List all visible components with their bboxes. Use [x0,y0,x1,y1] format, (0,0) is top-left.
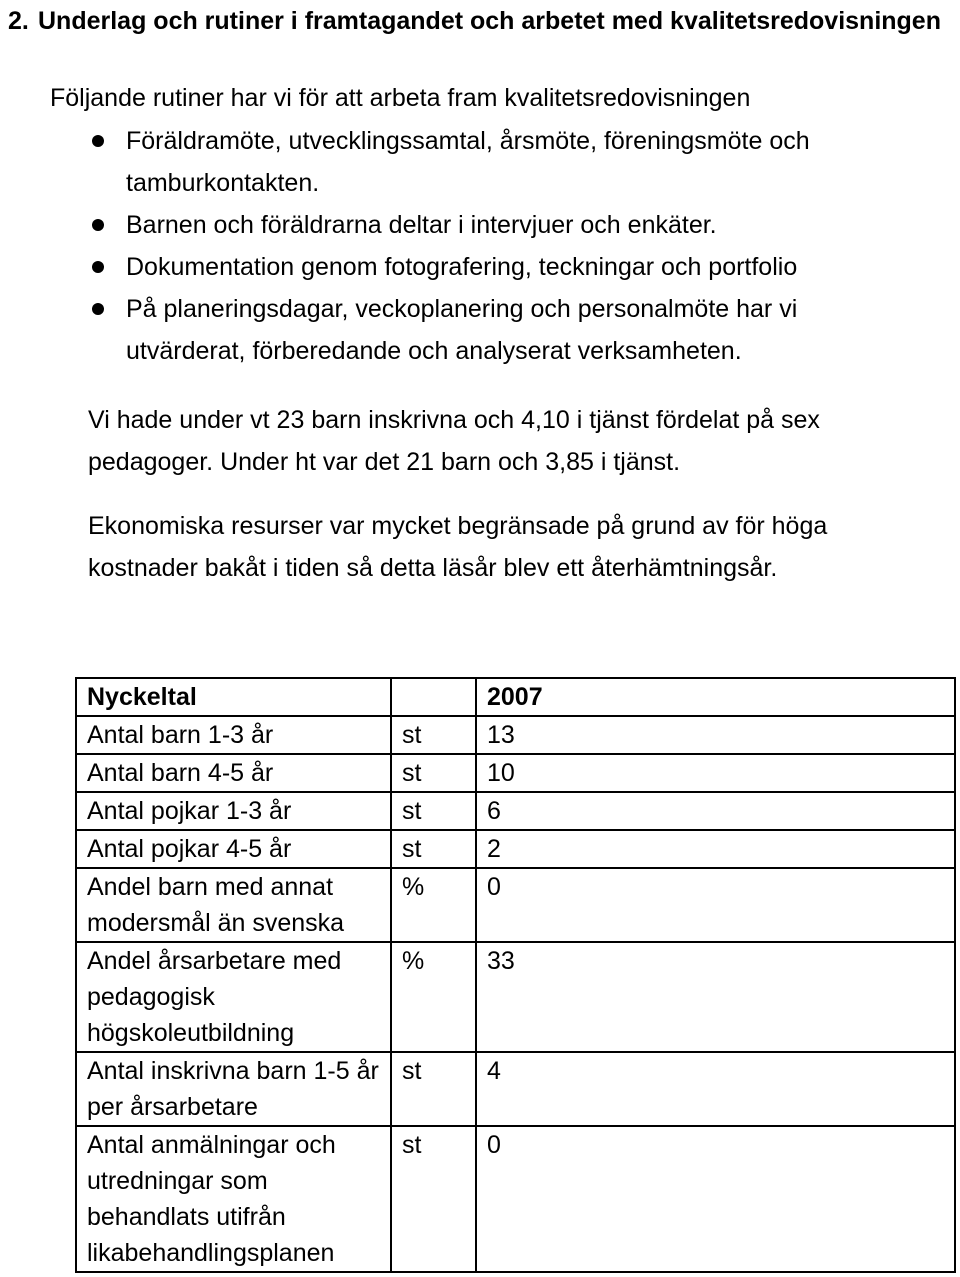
row-unit-cell: % [391,942,476,1052]
row-unit-cell: st [391,830,476,868]
row-value-cell: 4 [476,1052,955,1126]
table-row [76,830,955,868]
row-unit-cell: st [391,1126,476,1272]
row-label-cell: Antal pojkar 1-3 år [76,792,391,830]
row-label-cell: Andel årsarbetare med pedagogisk högskoleutbildning [76,942,391,1052]
intro-text: Följande rutiner har vi för att arbeta fram kvalitetsredovisningen [50,84,751,112]
row-label-cell: Andel barn med annat modersmål än svenska [76,868,391,942]
table-row [76,792,955,830]
header-label-cell: Nyckeltal [76,678,391,716]
bullet-icon [92,135,104,147]
bullet-icon [92,219,104,231]
table-row [76,716,955,754]
header-unit-cell [391,678,476,716]
list-item [88,288,888,372]
row-unit-cell: % [391,868,476,942]
table-row [76,1052,955,1126]
list-item [88,120,888,204]
key-figures-table [75,677,956,1273]
row-value-cell: 10 [476,754,955,792]
row-label-cell: Antal pojkar 4-5 år [76,830,391,868]
row-label-cell: Antal anmälningar och utredningar som behandlats utifrån likabehandlingsplanen [76,1126,391,1272]
row-unit-cell: st [391,716,476,754]
routine-list [88,120,888,372]
row-value-cell: 0 [476,868,955,942]
list-item [88,204,888,246]
list-item-text: Dokumentation genom fotografering, teckningar och portfolio [126,253,798,281]
row-value-cell: 0 [476,1126,955,1272]
row-unit-cell: st [391,792,476,830]
table-row [76,942,955,1052]
header-year-cell: 2007 [476,678,955,716]
bullet-icon [92,261,104,273]
staffing-paragraph: Vi hade under vt 23 barn inskrivna och 4,10 i tjänst fördelat på sex pedagoger. Under ht var det 21 barn och 3,85 i tjänst. [88,406,820,476]
row-label-cell: Antal inskrivna barn 1-5 år per årsarbetare [76,1052,391,1126]
row-value-cell: 33 [476,942,955,1052]
economy-paragraph: Ekonomiska resurser var mycket begränsade på grund av för höga kostnader bakåt i tiden så detta läsår blev ett återhämtningsår. [88,512,828,582]
row-value-cell: 6 [476,792,955,830]
section-heading [8,0,948,42]
list-item-text: Föräldramöte, utvecklingssamtal, årsmöte, föreningsmöte och tamburkontakten. [126,127,810,197]
table-row [76,754,955,792]
row-value-cell: 13 [476,716,955,754]
list-item [88,246,888,288]
list-item-text: Barnen och föräldrarna deltar i intervjuer och enkäter. [126,211,717,239]
table-row [76,868,955,942]
row-value-cell: 2 [476,830,955,868]
section-number: 2. [8,7,29,35]
row-label-cell: Antal barn 4-5 år [76,754,391,792]
list-item-text: På planeringsdagar, veckoplanering och personalmöte har vi utvärderat, förberedande och analyserat verksamheten. [126,295,798,365]
table-row [76,1126,955,1272]
row-unit-cell: st [391,1052,476,1126]
table-header-row [76,678,955,716]
row-label-cell: Antal barn 1-3 år [76,716,391,754]
bullet-icon [92,303,104,315]
row-unit-cell: st [391,754,476,792]
section-title: Underlag och rutiner i framtagandet och arbetet med kvalitetsredovisningen [38,7,941,35]
